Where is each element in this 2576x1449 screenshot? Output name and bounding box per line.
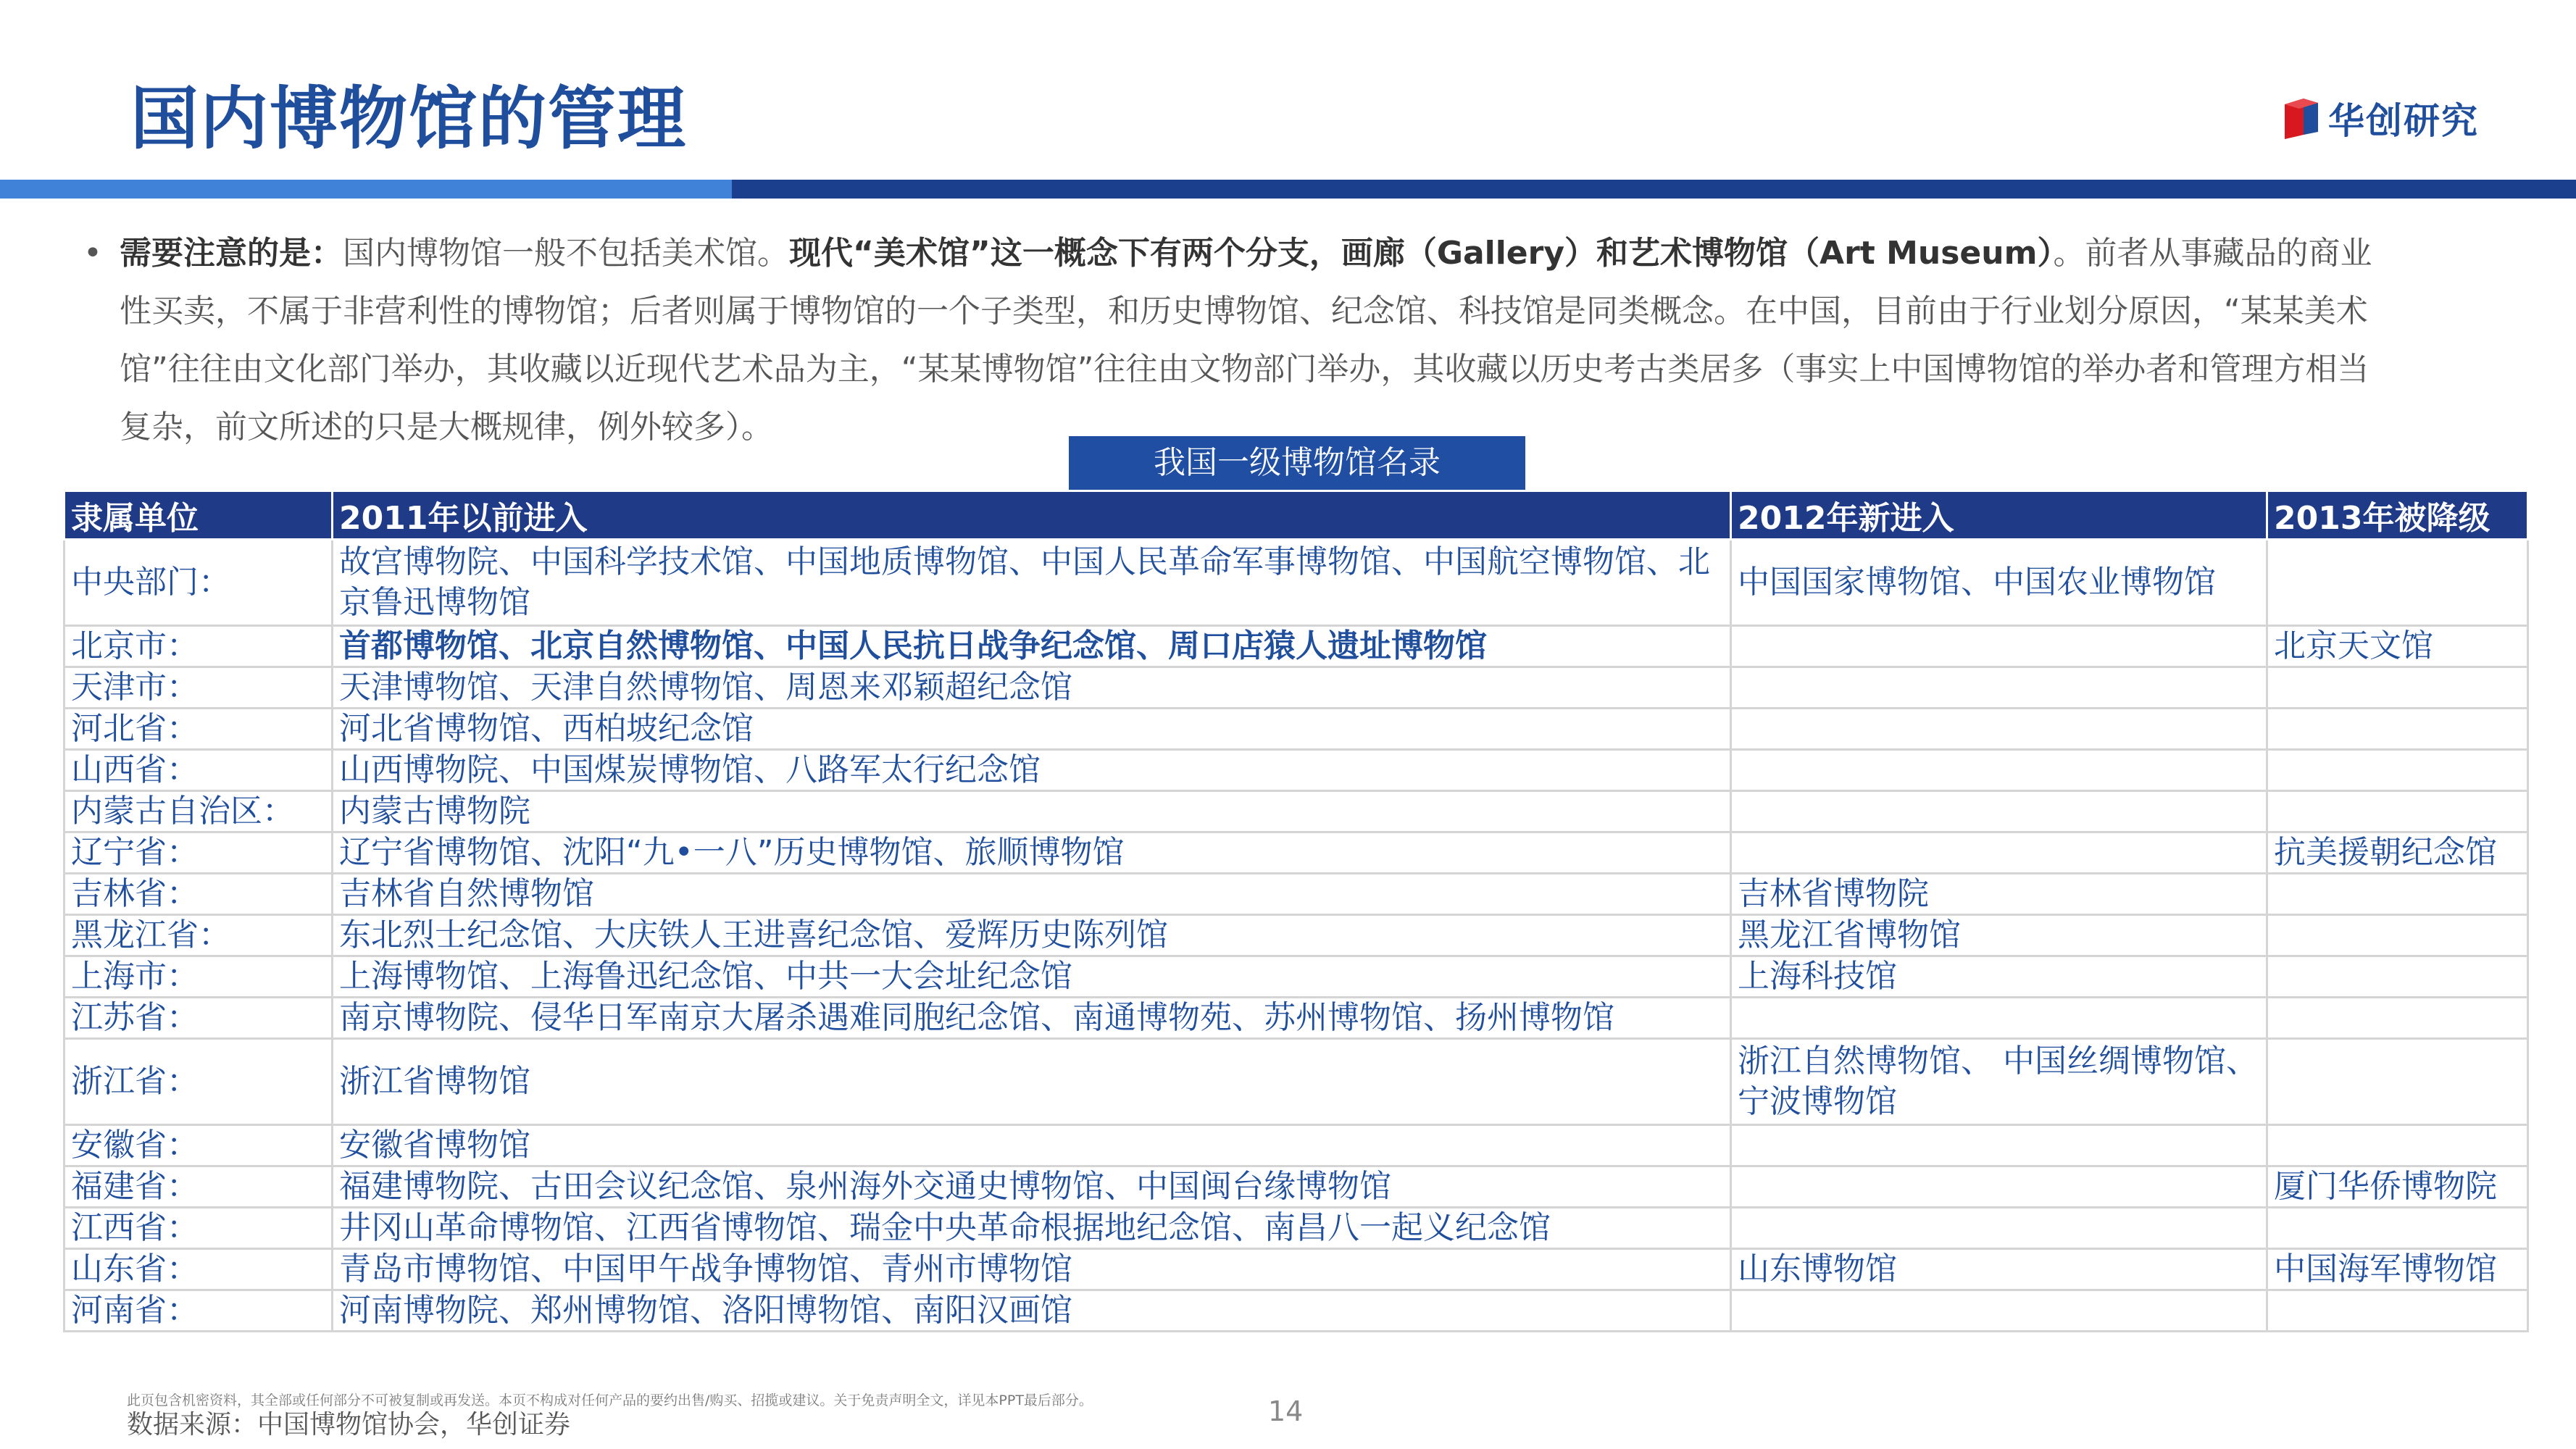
table-caption: 我国一级博物馆名录 — [1069, 436, 1525, 490]
table-cell — [2267, 874, 2528, 915]
table-row — [64, 709, 2528, 750]
table-cell: 天津博物馆、天津自然博物馆、周恩来邓颖超纪念馆 — [333, 667, 1731, 709]
table-cell — [1731, 1208, 2267, 1249]
table-cell — [2267, 1125, 2528, 1166]
divider-light-segment — [0, 180, 732, 199]
table-cell — [1731, 709, 2267, 750]
column-header: 2011年以前进入 — [333, 491, 1731, 540]
table-cell: 山东省： — [64, 1249, 333, 1290]
table-cell — [1731, 1125, 2267, 1166]
footer-disclaimer: 此页包含机密资料，其全部或任何部分不可被复制或再发送。本页不构成对任何产品的要约出售/购买、招揽或建议。关于免责声明全文，详见本PPT最后部分。 — [127, 1392, 1093, 1408]
table-cell: 辽宁省博物馆、沈阳“九•一八”历史博物馆、旅顺博物馆 — [333, 832, 1731, 874]
table-cell: 北京市： — [64, 626, 333, 667]
table-cell: 上海科技馆 — [1731, 956, 2267, 998]
page-title: 国内博物馆的管理 — [130, 80, 688, 159]
note-label: 需要注意的是： — [120, 235, 343, 272]
table-cell — [1731, 626, 2267, 667]
table-cell — [2267, 998, 2528, 1039]
table-row — [64, 1039, 2528, 1125]
table-cell — [2267, 709, 2528, 750]
table-cell: 北京天文馆 — [2267, 626, 2528, 667]
table-cell — [1731, 1290, 2267, 1332]
table-cell: 东北烈士纪念馆、大庆铁人王进喜纪念馆、爱辉历史陈列馆 — [333, 915, 1731, 956]
table-cell: 厦门华侨博物院 — [2267, 1166, 2528, 1208]
table-cell: 上海博物馆、上海鲁迅纪念馆、中共一大会址纪念馆 — [333, 956, 1731, 998]
table-cell — [2267, 1208, 2528, 1249]
table-cell — [2267, 667, 2528, 709]
note-text-body: 。前者从事藏品的商业性买卖，不属于非营利性的博物馆；后者则属于博物馆的一个子类型，和历史博物馆、纪念馆、科技馆是同类概念。在中国，目前由于行业划分原因，“某某美术馆”往往由文化部门举办，其收藏以近现代艺术品为主，“某某博物馆”往往由文物部门举办，其收藏以历史考古类居多（事实上中国博物馆的举办者和管理方相当复杂，前文所述的只是大概规律，例外较多）。 — [120, 235, 2372, 446]
table-cell: 黑龙江省博物馆 — [1731, 915, 2267, 956]
table-cell — [2267, 1039, 2528, 1125]
table-cell — [2267, 750, 2528, 791]
table-cell: 天津市： — [64, 667, 333, 709]
table-cell — [1731, 832, 2267, 874]
table-cell: 浙江自然博物馆、 中国丝绸博物馆、宁波博物馆 — [1731, 1039, 2267, 1125]
table-cell: 内蒙古自治区： — [64, 791, 333, 832]
table-cell — [2267, 791, 2528, 832]
table-row — [64, 915, 2528, 956]
page-number: 14 — [1268, 1395, 1304, 1427]
table-header-row — [64, 491, 2528, 540]
bullet-dot: • — [83, 235, 102, 272]
table-cell: 辽宁省： — [64, 832, 333, 874]
column-header: 2013年被降级 — [2267, 491, 2528, 540]
table-row — [64, 626, 2528, 667]
table-cell — [1731, 750, 2267, 791]
table-row — [64, 1208, 2528, 1249]
note-paragraph — [83, 225, 2395, 456]
table-cell: 河南博物院、郑州博物馆、洛阳博物馆、南阳汉画馆 — [333, 1290, 1731, 1332]
table-cell — [1731, 1166, 2267, 1208]
table-row — [64, 791, 2528, 832]
table-cell: 吉林省自然博物馆 — [333, 874, 1731, 915]
table-cell: 中国海军博物馆 — [2267, 1249, 2528, 1290]
table-cell: 河北省： — [64, 709, 333, 750]
table-row — [64, 750, 2528, 791]
brand-logo — [2279, 93, 2479, 143]
data-source: 数据来源：中国博物馆协会，华创证券 — [127, 1410, 571, 1440]
table-cell: 故宫博物院、中国科学技术馆、中国地质博物馆、中国人民革命军事博物馆、中国航空博物馆、北京鲁迅博物馆 — [333, 540, 1731, 626]
table-row — [64, 1249, 2528, 1290]
table-cell: 抗美援朝纪念馆 — [2267, 832, 2528, 874]
header-divider — [0, 180, 2576, 199]
huachuang-logo-icon — [2279, 96, 2322, 141]
table-row — [64, 1290, 2528, 1332]
table-row — [64, 1166, 2528, 1208]
table-cell — [2267, 540, 2528, 626]
table-cell: 青岛市博物馆、中国甲午战争博物馆、青州市博物馆 — [333, 1249, 1731, 1290]
table-cell — [1731, 998, 2267, 1039]
note-text-intro: 国内博物馆一般不包括美术馆。 — [343, 235, 789, 272]
table-cell: 吉林省： — [64, 874, 333, 915]
table-cell: 安徽省博物馆 — [333, 1125, 1731, 1166]
table-cell: 山西博物院、中国煤炭博物馆、八路军太行纪念馆 — [333, 750, 1731, 791]
column-header: 2012年新进入 — [1731, 491, 2267, 540]
table-cell: 浙江省： — [64, 1039, 333, 1125]
table-row — [64, 667, 2528, 709]
table-row — [64, 956, 2528, 998]
table-cell — [2267, 1290, 2528, 1332]
table-cell: 江西省： — [64, 1208, 333, 1249]
table-cell: 南京博物院、侵华日军南京大屠杀遇难同胞纪念馆、南通博物苑、苏州博物馆、扬州博物馆 — [333, 998, 1731, 1039]
column-header: 隶属单位 — [64, 491, 333, 540]
table-cell: 首都博物馆、北京自然博物馆、中国人民抗日战争纪念馆、周口店猿人遗址博物馆 — [333, 626, 1731, 667]
table-cell: 中央部门： — [64, 540, 333, 626]
table-cell: 吉林省博物院 — [1731, 874, 2267, 915]
museum-table — [63, 490, 2529, 1332]
table-cell — [2267, 915, 2528, 956]
table-cell — [1731, 667, 2267, 709]
table-row — [64, 832, 2528, 874]
table-cell: 江苏省： — [64, 998, 333, 1039]
table-row — [64, 998, 2528, 1039]
table-cell: 井冈山革命博物馆、江西省博物馆、瑞金中央革命根据地纪念馆、南昌八一起义纪念馆 — [333, 1208, 1731, 1249]
table-cell: 浙江省博物馆 — [333, 1039, 1731, 1125]
table-cell: 安徽省： — [64, 1125, 333, 1166]
table-cell: 福建博物院、古田会议纪念馆、泉州海外交通史博物馆、中国闽台缘博物馆 — [333, 1166, 1731, 1208]
table-cell: 上海市： — [64, 956, 333, 998]
table-cell — [2267, 956, 2528, 998]
note-bold-text: 现代“美术馆”这一概念下有两个分支，画廊（Gallery）和艺术博物馆（Art Museum） — [789, 235, 2054, 272]
table-cell: 河北省博物馆、西柏坡纪念馆 — [333, 709, 1731, 750]
table-cell — [1731, 791, 2267, 832]
table-row — [64, 540, 2528, 626]
divider-dark-segment — [732, 180, 2576, 199]
table-cell: 内蒙古博物院 — [333, 791, 1731, 832]
table-cell: 黑龙江省： — [64, 915, 333, 956]
table-cell: 福建省： — [64, 1166, 333, 1208]
table-cell: 河南省： — [64, 1290, 333, 1332]
table-row — [64, 874, 2528, 915]
table-cell: 山西省： — [64, 750, 333, 791]
table-cell: 山东博物馆 — [1731, 1249, 2267, 1290]
logo-text: 华创研究 — [2328, 100, 2479, 142]
table-row — [64, 1125, 2528, 1166]
table-cell: 中国国家博物馆、中国农业博物馆 — [1731, 540, 2267, 626]
